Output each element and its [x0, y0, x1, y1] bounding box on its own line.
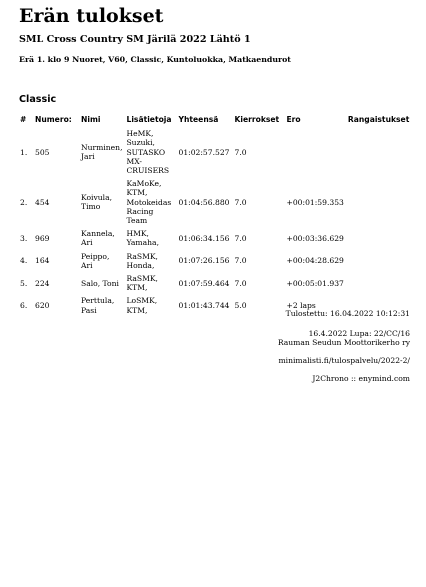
cell-name: Koivula, Timo: [81, 193, 113, 212]
printed-timestamp: Tulostettu: 16.04.2022 10:12:31: [285, 309, 410, 318]
cell-diff: [284, 127, 345, 177]
cell-diff: +00:05:01.937: [286, 278, 344, 288]
cell-info: LoSMK, KTM,: [126, 296, 158, 315]
results-url: minimalisti.fi/tulospalvelu/2022-2/: [278, 356, 410, 365]
cell-name: Kannela, Ari: [81, 229, 115, 248]
cell-penalties: [346, 227, 411, 249]
header-laps: Kierrokset: [234, 115, 280, 124]
cell-total: 01:02:57.527: [178, 147, 230, 157]
header-diff: Ero: [286, 115, 301, 124]
event-title: SML Cross Country SM Järilä 2022 Lähtö 1: [19, 34, 251, 45]
cell-pos: 5.: [20, 278, 28, 288]
cell-laps: 7.0: [234, 233, 247, 243]
cell-laps: 5.0: [234, 301, 247, 311]
cell-info: KaMoKe, KTM, Motokeidas Racing Team: [126, 179, 172, 226]
header-penalties: Rangaistukset: [347, 115, 410, 124]
cell-penalties: [346, 177, 411, 227]
cell-penalties: [346, 250, 411, 272]
table-header-row: [18, 114, 411, 127]
permit-info: 16.4.2022 Lupa: 22/CC/16: [308, 329, 410, 338]
cell-laps: 7.0: [234, 256, 247, 266]
heat-info: Erä 1. klo 9 Nuoret, V60, Classic, Kuntoluokka, Matkaendurot: [19, 55, 291, 64]
header-info: Lisätietoja: [126, 115, 172, 124]
cell-number: 454: [35, 197, 50, 207]
cell-number: 505: [35, 147, 50, 157]
organizer-name: Rauman Seudun Moottorikerho ry: [277, 338, 410, 347]
cell-number: 969: [35, 233, 50, 243]
cell-laps: 7.0: [234, 278, 247, 288]
cell-diff: +00:03:36.629: [286, 233, 344, 243]
cell-number: 620: [35, 301, 50, 311]
cell-total: 01:04:56.880: [178, 197, 230, 207]
cell-number: 164: [35, 256, 50, 266]
software-credit: J2Chrono :: enymind.com: [312, 374, 410, 383]
header-number: Numero:: [35, 115, 72, 124]
cell-name: Peippo, Ari: [81, 251, 110, 270]
cell-name: Salo, Toni: [81, 278, 119, 288]
cell-penalties: [346, 127, 411, 177]
table-row: [18, 177, 411, 227]
header-pos: #: [20, 115, 27, 124]
header-name: Nimi: [81, 115, 101, 124]
table-row: [18, 127, 411, 177]
cell-total: 01:07:59.464: [178, 278, 230, 288]
page-title: Erän tulokset: [19, 5, 164, 27]
class-heading: Classic: [19, 94, 57, 105]
cell-pos: 6.: [20, 301, 28, 311]
header-total: Yhteensä: [178, 115, 219, 124]
cell-name: Nurminen, Jari: [81, 143, 123, 162]
cell-info: HMK, Yamaha,: [126, 229, 159, 248]
cell-diff: +00:01:59.353: [286, 197, 344, 207]
cell-diff: +2 laps: [286, 301, 316, 311]
cell-total: 01:06:34.156: [178, 233, 230, 243]
cell-pos: 1.: [20, 147, 28, 157]
cell-diff: +00:04:28.629: [286, 256, 344, 266]
cell-pos: 4.: [20, 256, 28, 266]
cell-laps: 7.0: [234, 147, 247, 157]
cell-name: Perttula, Pasi: [81, 296, 115, 315]
results-table: [18, 114, 411, 317]
cell-info: RaSMK, KTM,: [126, 274, 158, 293]
cell-total: 01:01:43.744: [178, 301, 230, 311]
cell-pos: 3.: [20, 233, 28, 243]
cell-number: 224: [35, 278, 50, 288]
table-row: [18, 250, 411, 272]
cell-pos: 2.: [20, 197, 28, 207]
table-row: [18, 272, 411, 294]
cell-info: HeMK, Suzuki, SUTASKO MX-CRUISERS: [126, 129, 170, 176]
table-row: [18, 227, 411, 249]
cell-laps: 7.0: [234, 197, 247, 207]
cell-info: RaSMK, Honda,: [126, 251, 158, 270]
cell-total: 01:07:26.156: [178, 256, 230, 266]
cell-penalties: [346, 272, 411, 294]
